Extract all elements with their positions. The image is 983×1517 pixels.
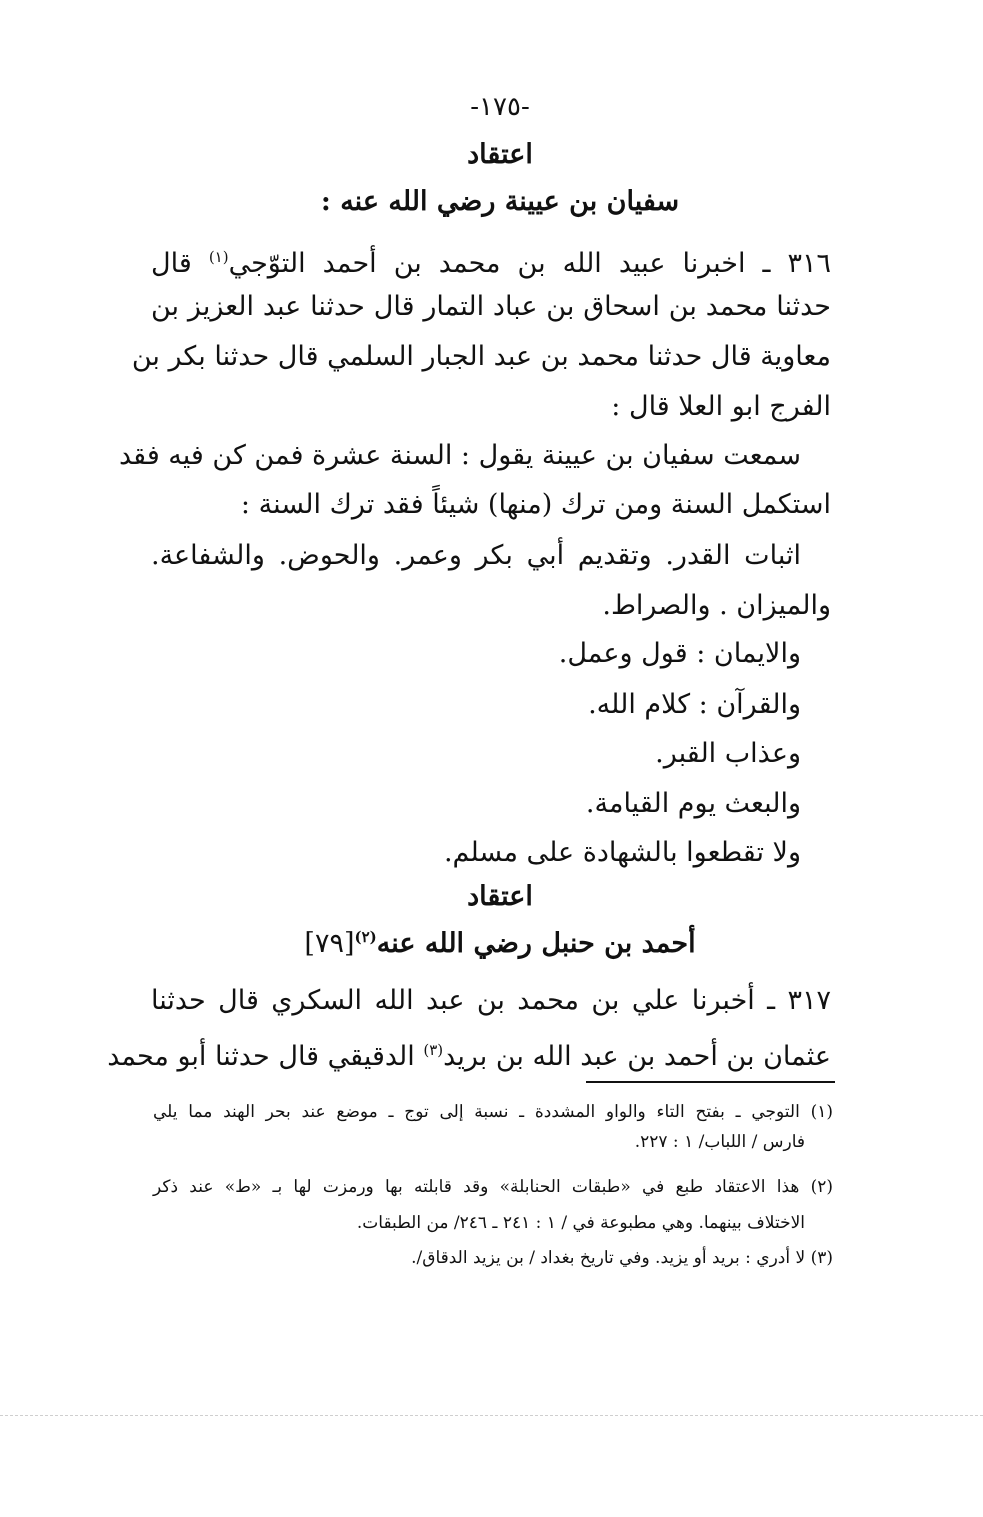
section-title-1: سفيان بن عيينة رضي الله عنه : — [320, 186, 680, 217]
paragraph-317-line-1: ٣١٧ ـ أخبرنا علي بن محمد بن عبد الله السكري قال حدثنا — [151, 985, 831, 1016]
scan-edge-dots — [0, 1415, 983, 1416]
footnote-ref-1: (١) — [208, 248, 229, 266]
quote-line-1: سمعت سفيان بن عيينة يقول : السنة عشرة فمن كن فيه فقد — [118, 440, 801, 471]
footnote-1-line-2: فارس / اللباب/ ١ : ٢٢٧. — [634, 1132, 805, 1152]
paragraph-316-line-1: ٣١٦ ـ اخبرنا عبيد الله بن محمد بن أحمد التوّجي$^{(١)}$ قال — [151, 248, 831, 279]
section-label-2: اعتقاد — [467, 881, 533, 912]
footnote-1-number: (١) — [810, 1102, 834, 1122]
paragraph-316-line-2: حدثنا محمد بن اسحاق بن عباد التمار قال حدثنا عبد العزيز بن — [151, 291, 831, 322]
creed-line-2: والميزان . والصراط. — [602, 590, 831, 621]
paragraph-316-line-3: معاوية قال حدثنا محمد بن عبد الجبار السلمي قال حدثنا بكر بن — [131, 341, 831, 372]
footnote-2-line-1: (٢) هذا الاعتقاد طبع في «طبقات الحنابلة» وقد قابلته بها ورمزت لها بـ «ط» عند ذكر — [153, 1177, 833, 1197]
footnote-3-number: (٣) — [810, 1248, 833, 1268]
footnote-3-line-1: (٣) لا أدري : بريد أو يزيد. وفي تاريخ بغداد / بن يزيد الدقاق/. — [411, 1248, 833, 1268]
paragraph-317-line-2: عثمان بن أحمد بن عبد الله بن بريد$^{(٣)}$ الدقيقي قال حدثنا أبو محمد — [107, 1041, 831, 1072]
creed-item-3: وعذاب القبر. — [655, 738, 801, 769]
footnote-2-line-2: الاختلاف بينهما. وهي مطبوعة في / ١ : ٢٤١ ـ ٢٤٦/ من الطبقات. — [356, 1213, 805, 1233]
creed-item-4: والبعث يوم القيامة. — [585, 788, 801, 819]
footnote-divider — [586, 1081, 835, 1083]
footnote-ref-2: (٢) — [354, 928, 377, 946]
footnote-1-line-1: (١) التوجي ـ بفتح التاء والواو المشددة ـ نسبة إلى توج ـ موضع عند بحر الهند مما يلي — [153, 1102, 834, 1122]
paragraph-316-line-4: الفرج ابو العلا قال : — [611, 391, 831, 422]
footnote-ref-3: (٣) — [423, 1041, 444, 1059]
page-number: -١٧٥- — [470, 92, 530, 122]
creed-item-1: والايمان : قول وعمل. — [558, 638, 801, 669]
section-label-1: اعتقاد — [467, 139, 533, 170]
page-reference: [٧٩] — [304, 928, 355, 959]
section-title-2: أحمد بن حنبل رضي الله عنه$^{(٢)}$[٧٩] — [304, 928, 696, 959]
footnote-2-number: (٢) — [810, 1177, 833, 1197]
quote-line-2: استكمل السنة ومن ترك (منها) شيئاً فقد ترك السنة : — [240, 489, 831, 520]
creed-item-5: ولا تقطعوا بالشهادة على مسلم. — [443, 837, 801, 868]
creed-item-2: والقرآن : كلام الله. — [588, 689, 801, 720]
creed-line-1: اثبات القدر. وتقديم أبي بكر وعمر. والحوض. والشفاعة. — [151, 540, 801, 571]
